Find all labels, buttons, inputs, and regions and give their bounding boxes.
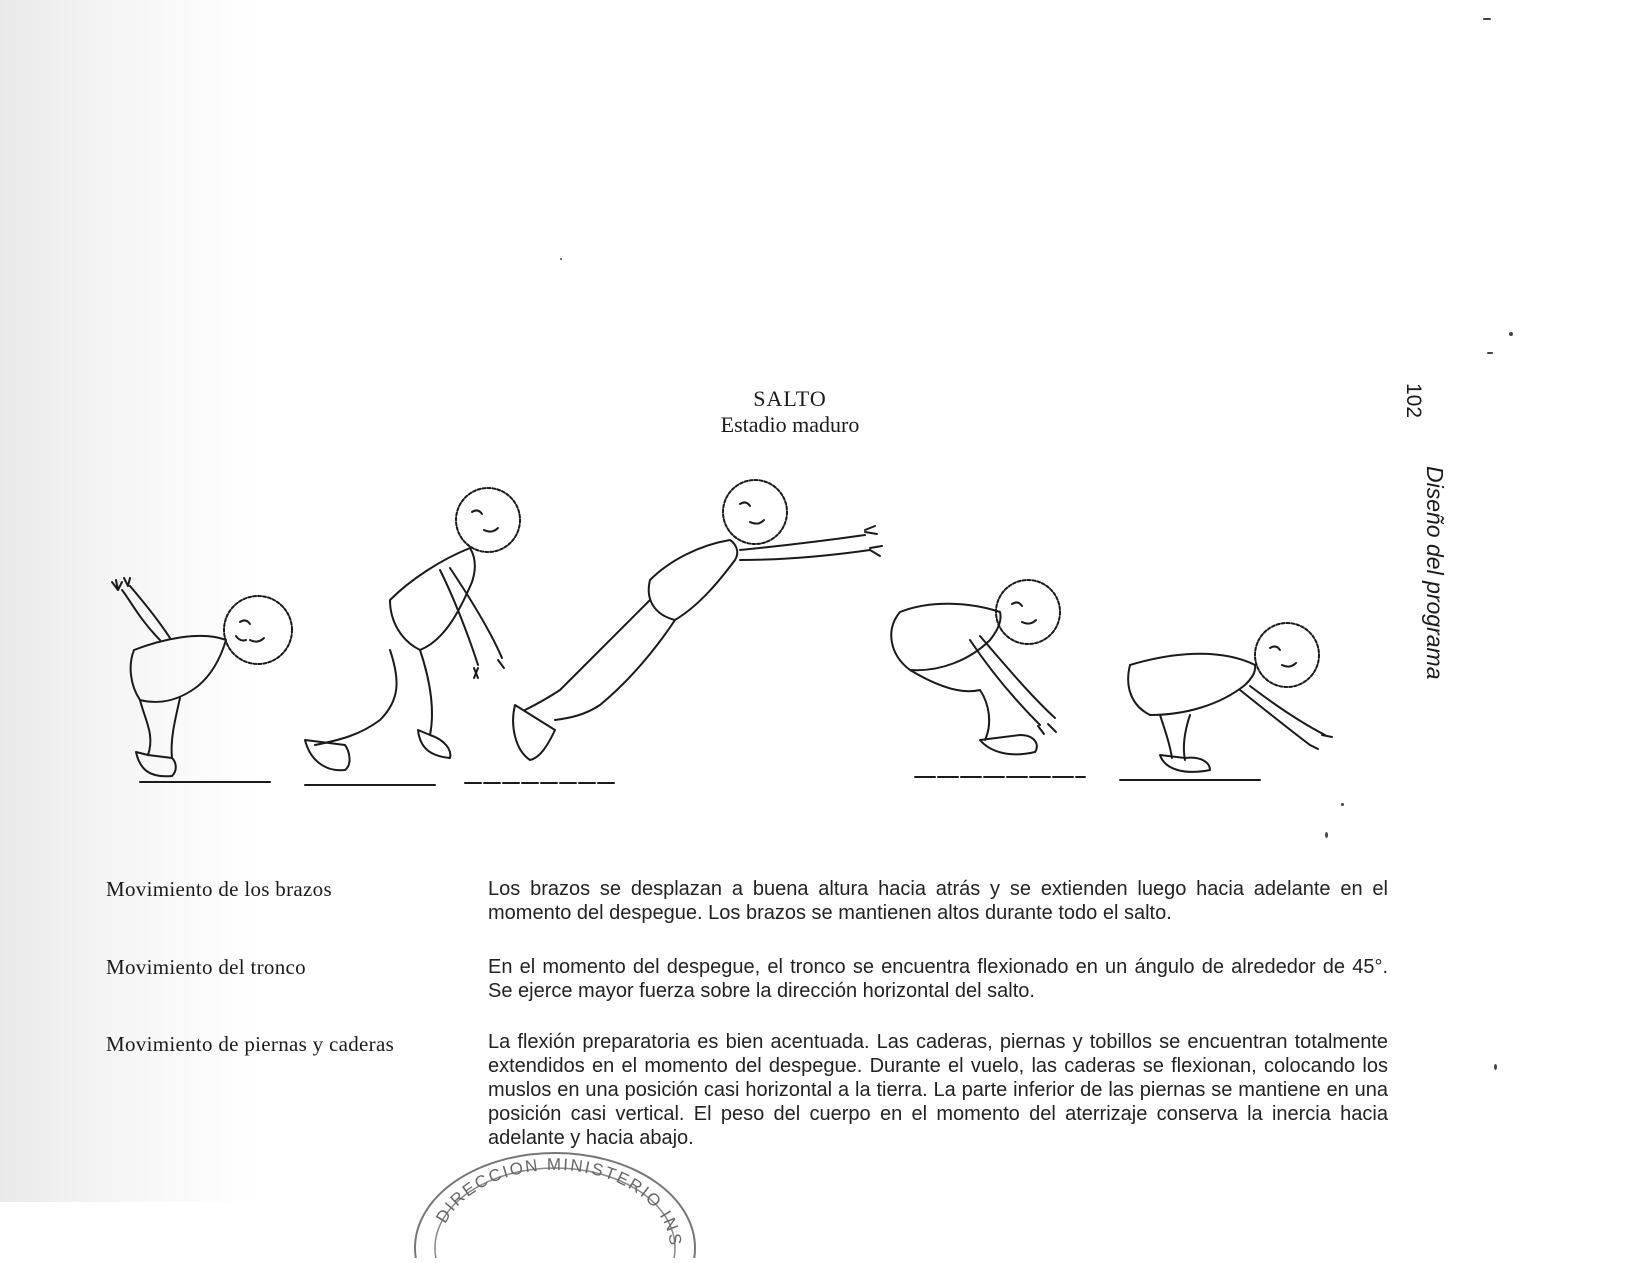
running-head: Diseño del programa	[1422, 466, 1448, 680]
scan-speck	[1483, 18, 1491, 20]
scan-speck	[1487, 352, 1493, 354]
jump-stage-landing	[1120, 623, 1332, 780]
jump-stage-swing	[305, 488, 520, 785]
svg-text:DIRECCION MINISTERIO INSTITUTO	[410, 1148, 685, 1248]
jump-stage-flight	[891, 580, 1085, 777]
figure-heading	[690, 386, 890, 438]
jump-stage-crouch	[112, 578, 292, 782]
figure-subtitle: Estadio maduro	[720, 412, 860, 437]
row-description: Los brazos se desplazan a buena altura hacia atrás y se extienden luego hacia adelante en el momento del despegue. Los brazos se mantienen altos durante todo el salto.	[488, 878, 1388, 924]
row-description: La flexión preparatoria es bien acentuada. Las caderas, piernas y tobillos se encuentran totalmente extendidos en el momento del despegue. Durante el vuelo, las caderas se flexionan, colocando los muslos en una posición casi horizontal a la tierra. La parte inferior de las piernas se mantiene en una posición casi vertical. El peso del cuerpo en el momento del aterrizaje conserva la inercia hacia adelante y hacia abajo.	[488, 1031, 1388, 1149]
row-label: Movimiento de los brazos	[106, 877, 332, 901]
jump-sequence-illustration	[100, 490, 1420, 825]
scan-speck	[1341, 803, 1344, 806]
figure-title: SALTO	[753, 386, 827, 411]
scan-speck	[560, 258, 562, 260]
page-number: 102	[1402, 383, 1425, 419]
scan-speck	[1509, 332, 1513, 336]
row-description: En el momento del despegue, el tronco se encuentra flexionado en un ángulo de alrededor de 45°. Se ejerce mayor fuerza sobre la dirección horizontal del salto.	[488, 956, 1388, 1002]
jump-stage-takeoff	[465, 480, 882, 783]
stamp-text: DIRECCION MINISTERIO INS	[432, 1154, 686, 1249]
scan-speck	[1494, 1064, 1497, 1070]
row-label: Movimiento de piernas y caderas	[106, 1032, 395, 1056]
scan-speck	[1325, 832, 1328, 838]
row-label: Movimiento del tronco	[106, 955, 306, 979]
institution-stamp	[410, 1148, 700, 1249]
